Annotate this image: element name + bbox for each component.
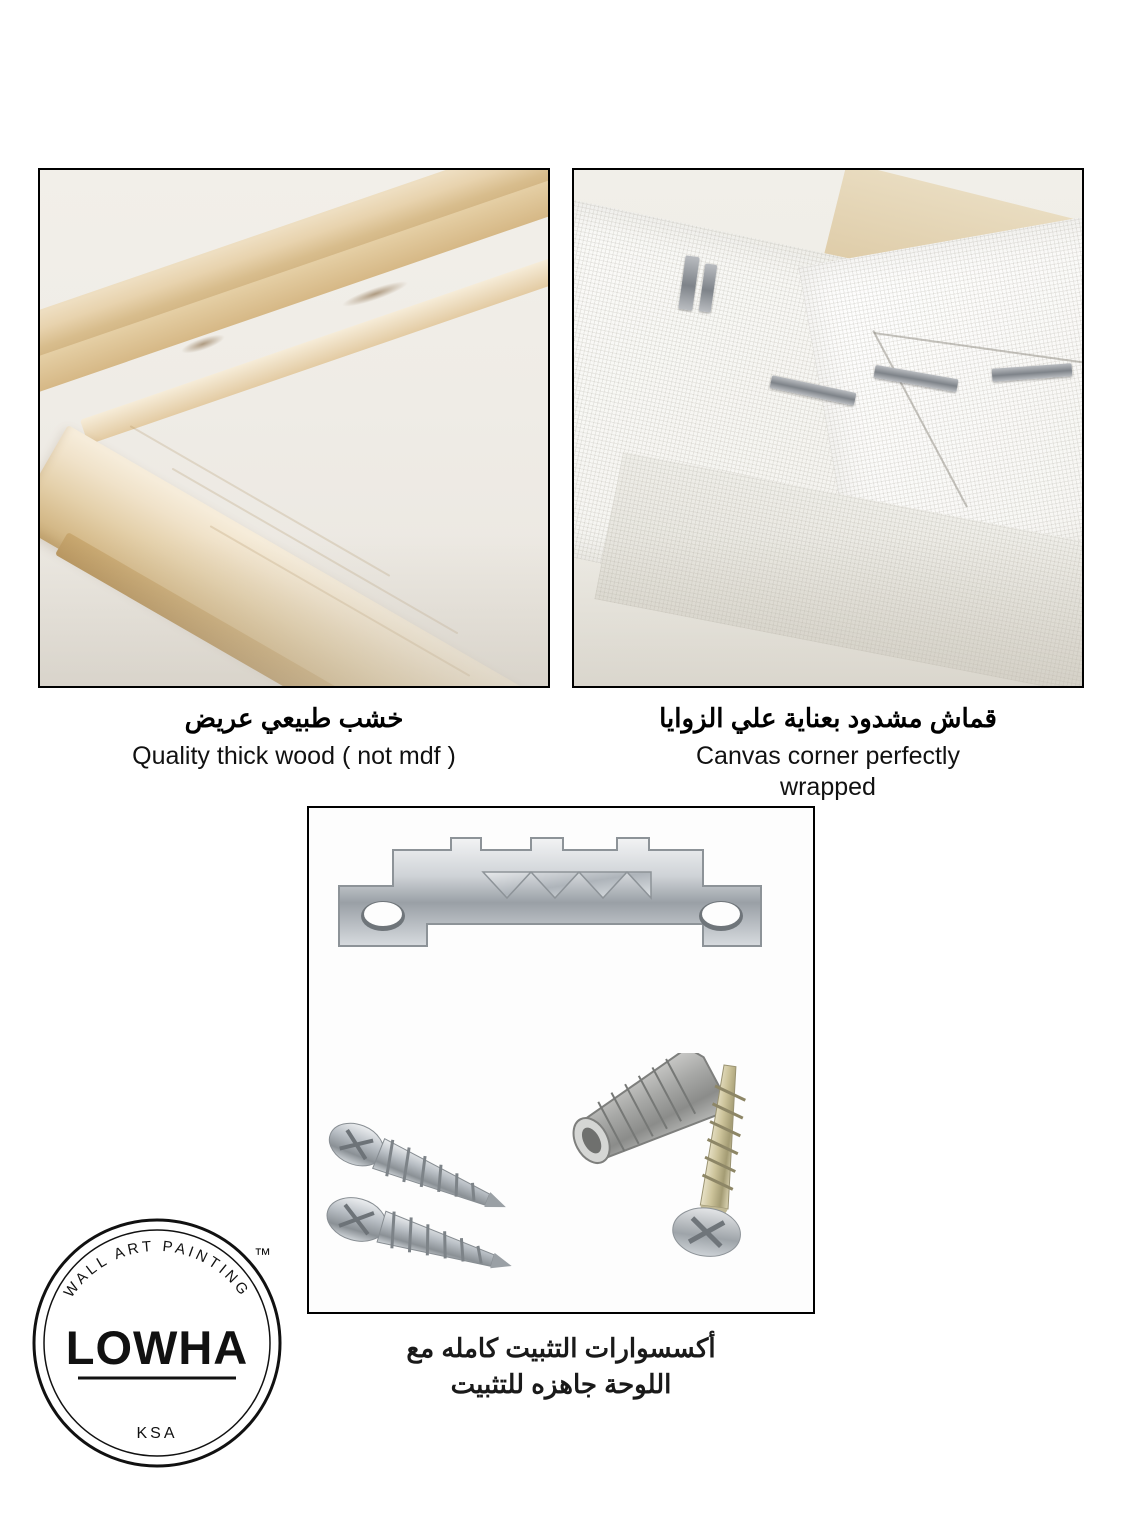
lowha-logo xyxy=(26,1212,288,1474)
hardware-photo xyxy=(307,806,815,1314)
caption-canvas-english-line1: Canvas corner perfectly xyxy=(695,741,960,770)
logo-trademark: ™ xyxy=(254,1245,271,1264)
caption-canvas-english-line2: wrapped xyxy=(780,772,876,801)
caption-wood-arabic: خشب طبيعي عريض xyxy=(184,703,404,733)
logo-country: KSA xyxy=(136,1425,178,1442)
caption-hardware xyxy=(301,1330,821,1403)
svg-text:WALL ART PAINTING xyxy=(61,1238,254,1301)
caption-wood xyxy=(38,702,550,772)
caption-canvas xyxy=(572,702,1084,803)
caption-hardware-arabic-line1: أكسسوارات التثبيت كامله مع xyxy=(406,1333,716,1363)
caption-canvas-arabic: قماش مشدود بعناية علي الزوايا xyxy=(659,703,997,733)
wood-screws-icon xyxy=(319,1108,519,1288)
canvas-corner-photo xyxy=(572,168,1084,688)
feature-panel-canvas xyxy=(572,168,1084,803)
photo-floor-shadow xyxy=(574,536,1082,686)
long-screw-icon xyxy=(659,1058,789,1288)
feature-panel-wood xyxy=(38,168,550,803)
logo-tagline: WALL ART PAINTING xyxy=(60,1237,254,1301)
feature-panel-hardware xyxy=(307,806,815,1403)
caption-wood-english: Quality thick wood ( not mdf ) xyxy=(132,741,456,770)
sawtooth-hanger-icon xyxy=(331,828,799,958)
wooden-frame-photo xyxy=(38,168,550,688)
caption-hardware-arabic-line2: اللوحة جاهزه للتثبيت xyxy=(450,1369,672,1400)
photo-floor-shadow xyxy=(40,536,548,686)
logo-brand: LOWHA xyxy=(65,1321,249,1374)
feature-panels-row xyxy=(38,168,1084,803)
